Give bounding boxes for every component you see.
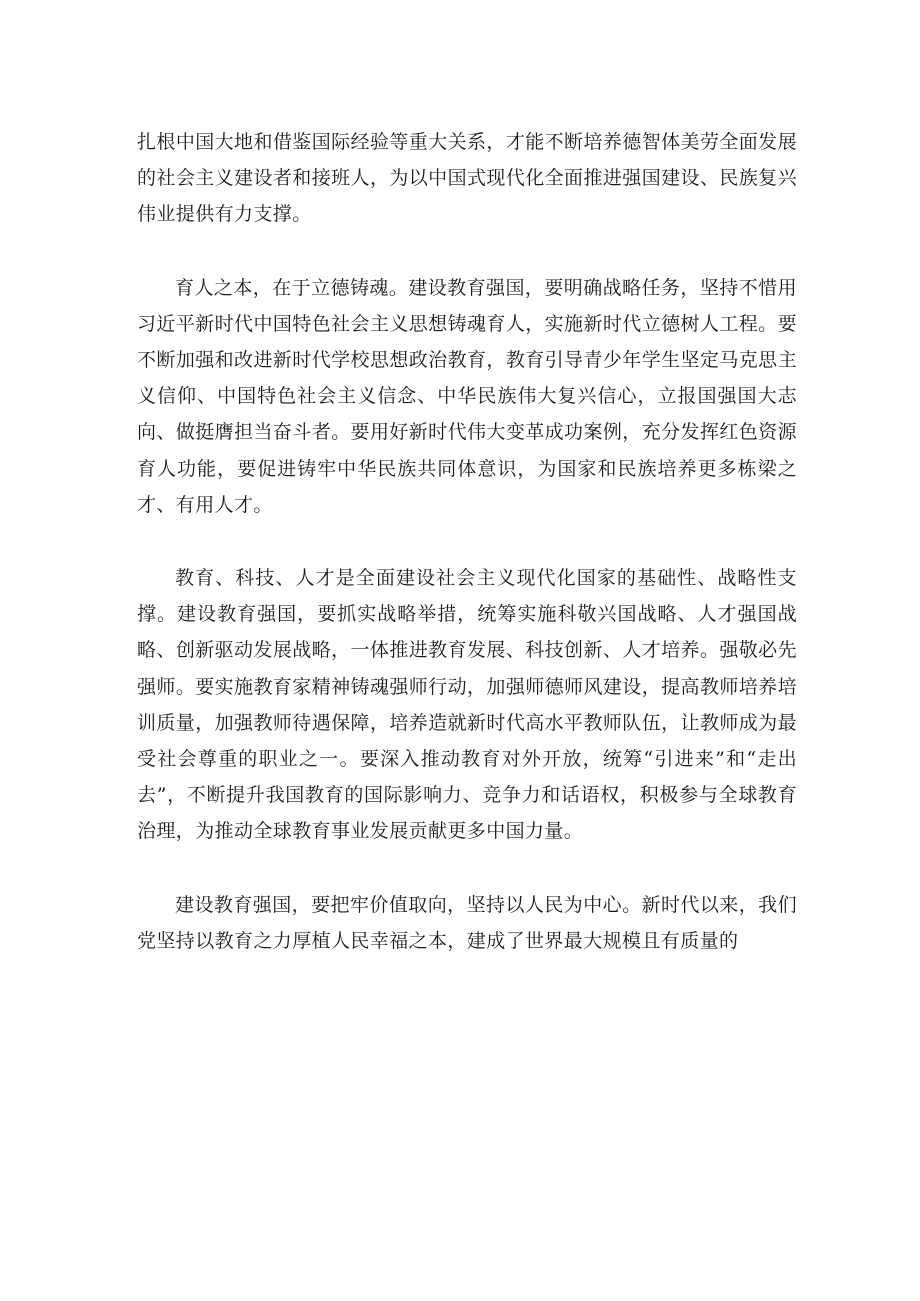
paragraph-moral-education: 育人之本，在于立德铸魂。建设教育强国，要明确战略任务，坚持不惜用习近平新时代中国特色社会主义思想铸魂育人，实施新时代立德树人工程。要不断加强和改进新时代学校思想政治教育，教育引导青少年学生坚定马克思主义信仰、中国特色社会主义信念、中华民族伟大复兴信心，立报国强国大志向、做挺膺担当奋斗者。要用好新时代伟大变革成功案例，充分发挥红色资源育人功能，要促进铸牢中华民族共同体意识，为国家和民族培养更多栋梁之才、有用人才。 xyxy=(137,276,797,516)
paragraph-continuation: 扎根中国大地和借鉴国际经验等重大关系，才能不断培养德智体美劳全面发展的社会主义建设者和接班人，为以中国式现代化全面推进强国建设、民族复兴伟业提供有力支撑。 xyxy=(137,131,797,226)
document-body xyxy=(137,124,797,996)
paragraph-people-centered: 建设教育强国，要把牢价值取向，坚持以人民为中心。新时代以来，我们党坚持以教育之力厚植人民幸福之本，建成了世界最大规模且有质量的 xyxy=(137,893,797,952)
paragraph-education-science-talent: 教育、科技、人才是全面建设社会主义现代化国家的基础性、战略性支撑。建设教育强国，要抓实战略举措，统筹实施科敬兴国战略、人才强国战略、创新驱动发展战略，一体推进教育发展、科技创新、人才培养。强敬必先强师。要实施教育家精神铸魂强师行动，加强师德师风建设，提高教师培养培训质量，加强教师待遇保障，培养造就新时代高水平教师队伍，让教师成为最受社会尊重的职业之一。要深入推动教育对外开放，统筹“引进来”和“走出去”，不断提升我国教育的国际影响力、竞争力和话语权，积极参与全球教育治理，为推动全球教育事业发展贡献更多中国力量。 xyxy=(137,567,797,843)
